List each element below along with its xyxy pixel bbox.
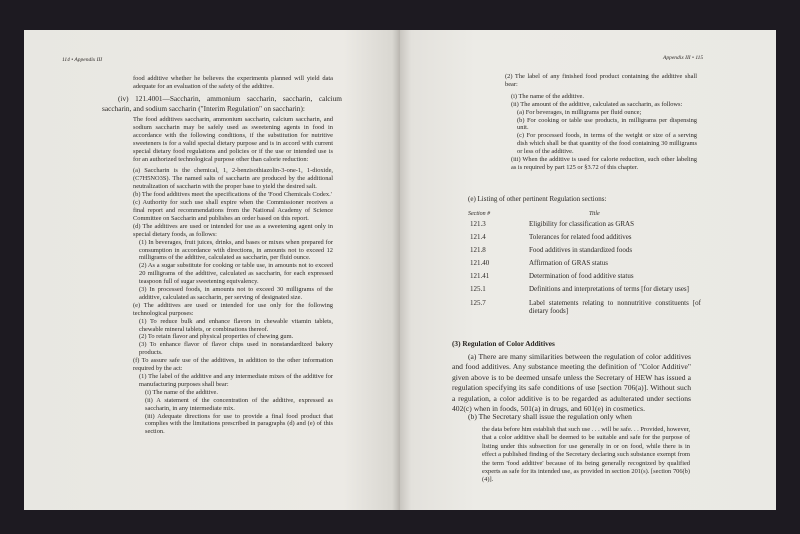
block-quote: the data before him establish that such use . . . will be safe. . . Provided, however, that a color additive shall be deemed to be suitable and safe for the purpose of listing under this subsection for use generally in or on food, while there is in effect a published finding of the Secretary declaring such substance exempt from the term 'food additive' because of its being generally recognized by qualified experts as safe for its intended use, as provided in section 201(s). [section 706(b)(4)].: [482, 426, 690, 484]
paragraph: (1) The label of the additive and any intermediate mixes of the additive for manufacturing purposes shall bear:: [139, 373, 333, 388]
paragraph: (c) For processed foods, in terms of the weight or size of a serving dish which shall be that quantity of the food containing 30 milligrams or less of the additive.: [517, 132, 697, 156]
table-row: [467, 272, 701, 285]
column-header-title: Title: [589, 211, 600, 217]
right-page: [400, 30, 776, 510]
section-title: Tolerances for related food additives: [529, 233, 632, 242]
paragraph: (a) For beverages, in milligrams per fluid ounce;: [517, 108, 642, 116]
paragraph: (iii) When the additive is used for calorie reduction, such other labeling as is required by part 125 or §3.72 of this chapter.: [511, 156, 697, 171]
paragraph: (ii) The amount of the additive, calculated as saccharin, as follows:: [511, 100, 683, 108]
paragraph: (1) In beverages, fruit juices, drinks, and bases or mixes when prepared for consumption in accordance with directions, in amounts not to exceed 12 milligrams of the additive, calculated as saccharin, per fluid ounce.: [139, 238, 333, 262]
paragraph: (c) Authority for such use shall expire when the Commissioner receives a final report and recommendations from the National Academy of Science Committee on Saccharin and publishes an order based on this report.: [133, 199, 333, 222]
paragraph: (1) To reduce bulk and enhance flavors in chewable vitamin tablets, chewable mineral tablets, or combinations thereof.: [139, 317, 333, 333]
section-number: 121.8: [470, 246, 486, 255]
paragraph: (3) To enhance flavor of flavor chips used in nonstandardized bakery products.: [139, 341, 333, 357]
paragraph: The food additives saccharin, ammonium saccharin, calcium saccharin, and sodium saccharin may be safely used as sweetening agents in food in accordance with the following conditions, if the substitution for nutritive sweeteners is for a valid special dietary purpose and is in accord with current special dietary food regulations and policies or if the use or intended use is for an authorized technological purpose other than calorie reduction:: [133, 116, 333, 163]
section-number: 125.7: [470, 298, 486, 307]
section-heading: (3) Regulation of Color Additives: [452, 339, 555, 348]
intro-paragraph: food additive whether he believes the experiments planned will yield data adequate for an evaluation of the safety of the additive.: [133, 75, 333, 90]
regulation-body: [133, 116, 333, 436]
section-number: 121.41: [470, 272, 490, 281]
section-title: Definitions and interpretations of terms [for dietary uses]: [529, 285, 689, 294]
column-header-section: Section #: [468, 211, 491, 217]
paragraph: (e) The additives are used or intended for use only for the following technological purposes:: [133, 301, 333, 317]
table-row: [467, 259, 701, 272]
section-number: 121.40: [470, 259, 490, 268]
paragraph: (b) The Secretary shall issue the regulation only when: [468, 412, 632, 421]
section-title: Label statements relating to nonnutritive constituents [of dietary foods]: [529, 298, 701, 316]
paragraph: (b) The food additives meet the specifications of the 'Food Chemicals Codex.': [133, 191, 332, 199]
paragraph: (iii) Adequate directions for use to provide a final food product that complies with the limitations prescribed in paragraphs (d) and (e) of this section.: [145, 412, 333, 436]
listing-intro: (e) Listing of other pertinent Regulation sections:: [468, 195, 607, 203]
section-title: Determination of food additive status: [529, 272, 634, 281]
left-page: [24, 30, 400, 510]
paragraph: (b) For cooking or table use products, in milligrams per dispensing unit.: [517, 116, 697, 132]
table-row: [467, 246, 701, 259]
paragraph: (d) The additives are used or intended for use as a sweetening agent only in special dietary foods, as follows:: [133, 222, 333, 238]
paragraph: (f) To assure safe use of the additives, in addition to the other information required by the act:: [133, 357, 333, 373]
section-title: Eligibility for classification as GRAS: [529, 220, 634, 228]
section-heading: (iv) 121.4001—Saccharin, ammonium saccharin, saccharin, calcium saccharin, and sodium saccharin ("Interim Regulation" on saccharin):: [102, 94, 342, 114]
section-number: 121.3: [470, 220, 486, 228]
section-number: 121.4: [470, 233, 486, 242]
paragraph: (a) There are many similarities between the regulation of color additives and food additives. Any substance meeting the definition of "Color Additive" given above is to be deemed unsafe unless the Secretary of HEW has issued a regulation specifying its safe conditions of use [section 706(a)]. Without such a regulation, a color additive is to be regarded as adulterated under sections 402(c) when in foods, 501(a) in drugs, and 601(e) in cosmetics.: [452, 352, 691, 414]
section-title: Food additives in standardized foods: [529, 246, 633, 255]
table-row: [467, 220, 701, 233]
paragraph: (a) Saccharin is the chemical, 1, 2-benzisothiazolin-3-one-1, 1-dioxide, (C7H5NO3S). The named salts of saccharin are produced by the additional neutralization of saccharin with the proper base to yield the desired salt.: [133, 167, 333, 191]
paragraph: (ii) A statement of the concentration of the additive, expressed as saccharin, in any intermediate mix.: [145, 396, 333, 412]
paragraph: (2) The label of any finished food product containing the additive shall bear:: [505, 73, 697, 88]
paragraph: (2) As a sugar substitute for cooking or table use, in amounts not to exceed 20 milligrams of the additive, calculated as saccharin, for each expressed teaspoon full of sugar sweetening equivalency.: [139, 262, 333, 286]
page-header: 114 • Appendix III: [62, 57, 103, 63]
section-number: 125.1: [470, 285, 486, 294]
page-header: Appendix III • 115: [663, 55, 704, 61]
paragraph: (i) The name of the additive.: [511, 92, 584, 100]
table-row: [467, 299, 701, 321]
table-row: [467, 233, 701, 246]
paragraph: (2) To retain flavor and physical properties of chewing gum.: [139, 333, 294, 341]
label-requirements: [505, 73, 697, 172]
paragraph: (3) In processed foods, in amounts not to exceed 30 milligrams of the additive, calculated as saccharin, per serving of designated size.: [139, 286, 333, 301]
table-row: [467, 285, 701, 298]
paragraph: (i) The name of the additive.: [145, 388, 218, 396]
regulation-sections-table: [467, 210, 701, 320]
section-title: Affirmation of GRAS status: [529, 259, 609, 268]
